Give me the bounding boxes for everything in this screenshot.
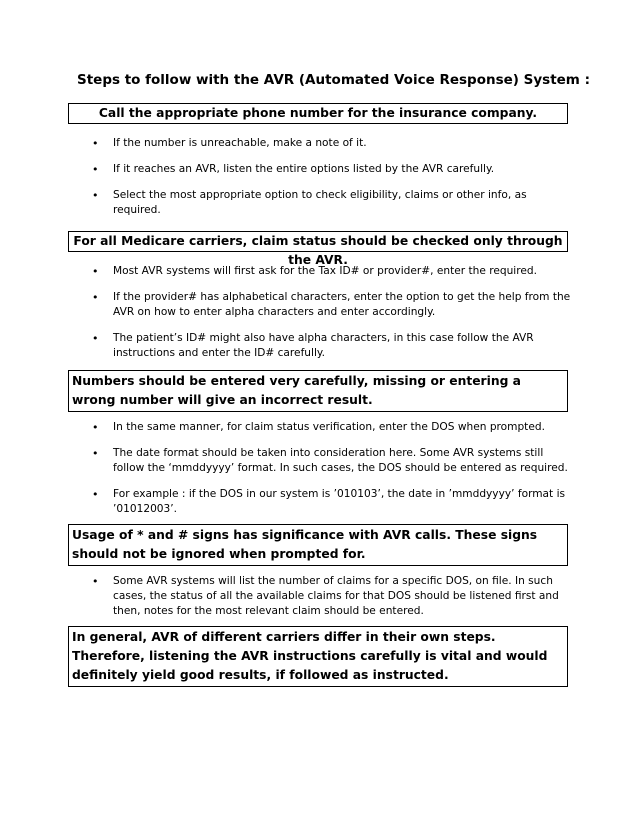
section-4-heading <box>68 524 568 566</box>
bullet-icon: • <box>92 291 99 304</box>
list-item: • For example : if the DOS in our system is ’010103’, the date in ’mmddyyyy’ format is ’01012003’. <box>92 488 566 515</box>
list-item: • If it reaches an AVR, listen the entire options listed by the AVR carefully. <box>92 163 495 176</box>
section-2-bullets <box>92 264 572 361</box>
section-4-bullets <box>92 574 572 619</box>
list-item: • If the number is unreachable, make a note of it. <box>92 137 367 150</box>
bullet-icon: • <box>92 189 99 202</box>
section-5-heading-text: In general, AVR of different carriers differ in their own steps. Therefore, listening the AVR instructions carefully is vital and would definitely yield good results, if followed as instructed. <box>72 630 548 682</box>
section-2-heading <box>68 231 568 267</box>
section-3-heading <box>68 370 568 412</box>
bullet-icon: • <box>92 265 99 278</box>
list-item: • Most AVR systems will first ask for the Tax ID# or provider#, enter the required. <box>92 265 537 278</box>
bullet-icon: • <box>92 163 99 176</box>
section-2-heading-text: For all Medicare carriers, claim status should be checked only through the AVR. <box>73 234 563 267</box>
list-item: • If the provider# has alphabetical characters, enter the option to get the help from the AVR on how to enter alpha characters and enter accordingly. <box>92 291 571 318</box>
page-title: Steps to follow with the AVR (Automated Voice Response) System : <box>77 72 590 88</box>
section-1-heading-text: Call the appropriate phone number for the insurance company. <box>98 106 538 120</box>
bullet-icon: • <box>92 137 99 150</box>
bullet-icon: • <box>92 488 99 501</box>
section-1-bullets <box>92 136 572 218</box>
list-item: • The patient’s ID# might also have alpha characters, in this case follow the AVR instructions and enter the ID# carefully. <box>92 332 534 359</box>
section-3-bullets <box>92 420 572 517</box>
section-4-heading-text: Usage of * and # signs has significance with AVR calls. These signs should not be ignored when prompted for. <box>72 528 538 561</box>
section-3-heading-text: Numbers should be entered very carefully, missing or entering a wrong number will give an incorrect result. <box>72 374 521 407</box>
bullet-icon: • <box>92 447 99 460</box>
list-item: • In the same manner, for claim status verification, enter the DOS when prompted. <box>92 421 545 434</box>
list-item: • The date format should be taken into consideration here. Some AVR systems still follow the ‘mmddyyyy’ format. In such cases, the DOS should be entered as required. <box>92 447 568 474</box>
bullet-icon: • <box>92 575 99 588</box>
list-item: • Select the most appropriate option to check eligibility, claims or other info, as required. <box>92 189 527 216</box>
section-1-heading <box>68 103 568 124</box>
list-item: • Some AVR systems will list the number of claims for a specific DOS, on file. In such cases, the status of all the available claims for that DOS should be listened first and then, notes for the most relevant claim should be entered. <box>92 575 559 617</box>
bullet-icon: • <box>92 421 99 434</box>
bullet-icon: • <box>92 332 99 345</box>
section-5-heading <box>68 626 568 687</box>
